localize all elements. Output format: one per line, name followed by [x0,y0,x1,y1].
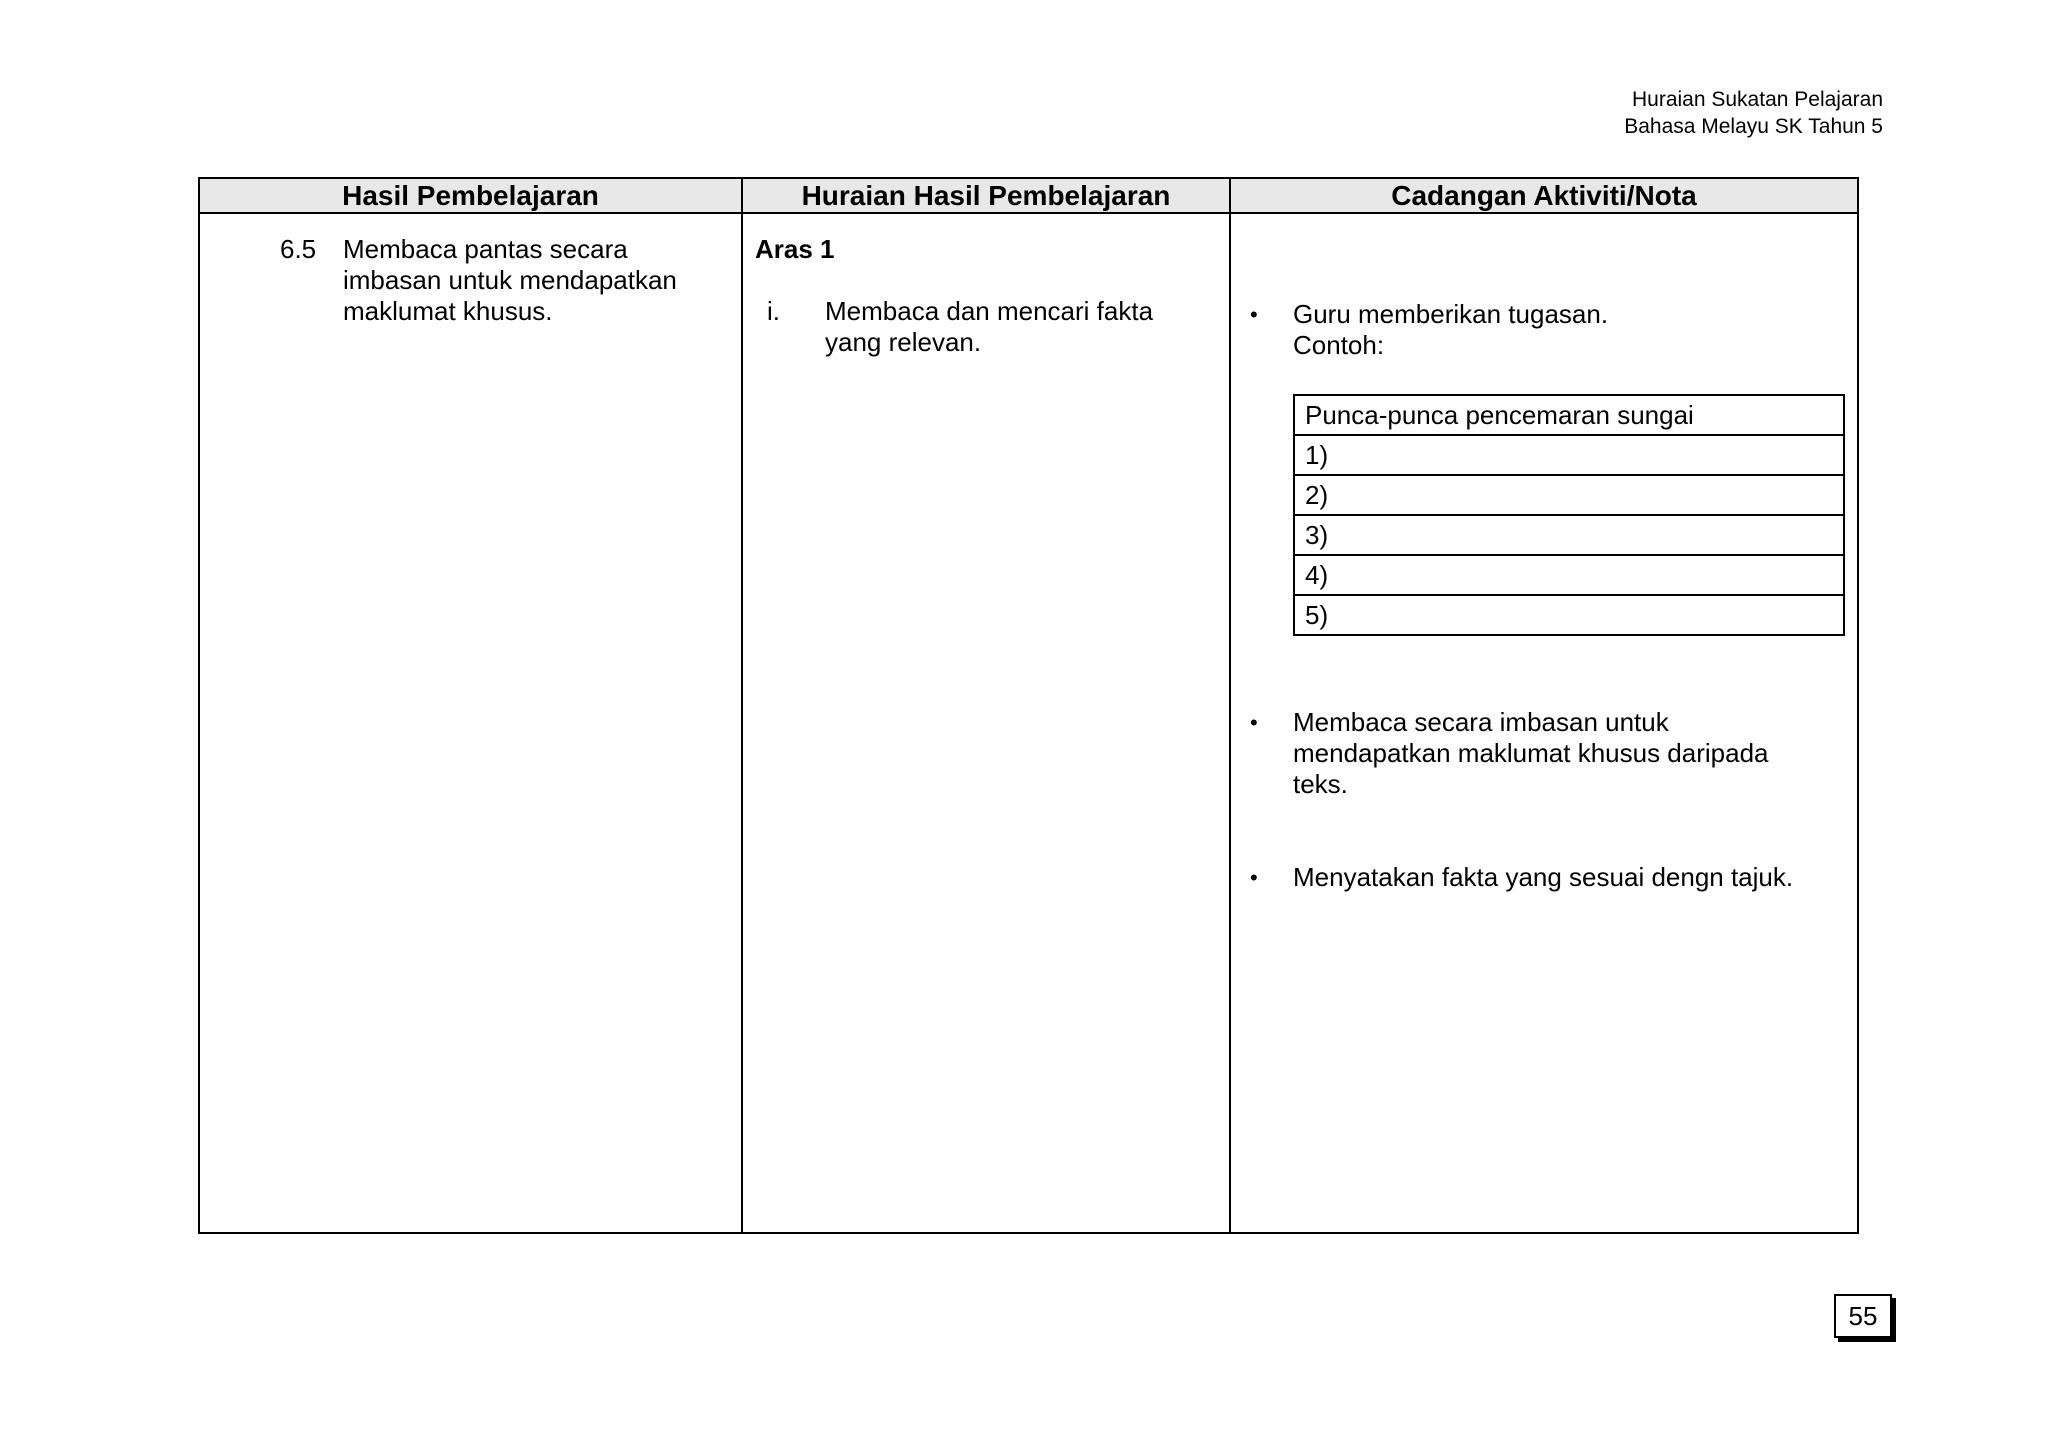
example-table-row: 4) [1295,556,1843,596]
bullet-2-line-3: teks. [1293,769,1348,799]
header-cadangan-aktiviti: Cadangan Aktiviti/Nota [1391,180,1697,211]
item-line-2: yang relevan. [825,327,982,357]
bullet-1-line-1: Guru memberikan tugasan. [1293,299,1609,329]
example-table [1293,394,1845,636]
header-huraian-hasil-pembelajaran: Huraian Hasil Pembelajaran [801,180,1171,211]
running-header-line1: Huraian Sukatan Pelajaran [1632,88,1883,111]
example-table-row: 3) [1295,516,1843,556]
bullet-3-line-1: Menyatakan fakta yang sesuai dengn tajuk. [1293,862,1794,892]
bullet-1-line-2: Contoh: [1293,330,1385,360]
page-number-box: 55 [1834,1294,1892,1338]
bullet-2-line-1: Membaca secara imbasan untuk [1293,707,1669,737]
running-header [1624,86,1883,140]
outcome-line-2: imbasan untuk mendapatkan [343,265,677,295]
item-marker: i. [767,296,780,326]
running-header-line2: Bahasa Melayu SK Tahun 5 [1624,115,1883,138]
column-divider-2 [1229,179,1231,1232]
bullet-2-line-2: mendapatkan maklumat khusus daripada [1293,738,1769,768]
level-label: Aras 1 [755,234,835,264]
example-table-row: 5) [1305,600,1329,630]
outcome-line-3: maklumat khusus. [343,296,553,326]
example-table-title: Punca-punca pencemaran sungai [1295,396,1843,436]
item-line-1: Membaca dan mencari fakta [825,296,1154,326]
bullet-1: • [1250,302,1258,327]
example-table-row: 2) [1295,476,1843,516]
header-hasil-pembelajaran: Hasil Pembelajaran [342,180,599,211]
bullet-2: • [1250,710,1258,735]
example-table-row: 1) [1295,436,1843,476]
column-divider-1 [741,179,743,1232]
outcome-number: 6.5 [280,234,317,264]
outcome-line-1: Membaca pantas secara [343,234,628,264]
curriculum-table [198,177,1859,1234]
bullet-3: • [1250,865,1258,890]
